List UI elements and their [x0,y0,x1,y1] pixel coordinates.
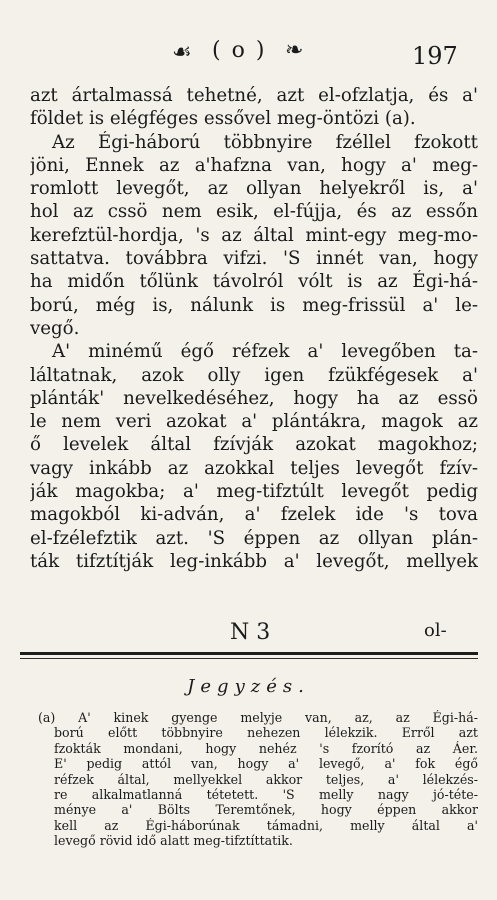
page-number: 197 [412,42,458,70]
body-line: azt ártalmassá tehetné, azt el-ofzlatja, és a' [30,85,478,106]
ornament-left-icon: ☙ [172,40,192,65]
body-line: földet is elégféges essővel meg-öntözi (a). [30,108,416,130]
page-header [0,36,497,70]
note-line: réfzek által, mellyekkel akkor teljes, a' lélekzés- [54,771,478,787]
body-line: Az Égi-háború többnyire fzéllel fzokott [52,131,478,153]
signature-mark: N 3 [230,620,271,645]
divider-rule-thin [20,658,478,659]
note-line: (a) A' kinek gyenge melyje van, az, az Égi-há- [38,710,478,725]
ornament-right-icon: ❧ [285,38,304,63]
catchword: ol- [424,620,447,641]
ornament-center: ( o ) [212,38,267,63]
body-line: ő levelek által fzívják azokat magokhoz; [30,434,478,456]
note-line: ménye a' Bölts Teremtőnek, hogy éppen akkor [54,802,478,818]
body-text [30,84,478,573]
note-line: E' pedig attól van, hogy a' levegő, a' fok égő [54,756,478,772]
body-line: ború, még is, nálunk is meg-frissül a' le- [30,294,478,316]
body-line: ha midőn tőlünk távolról vólt is az Égi-há- [30,271,478,293]
body-line: kerefztül-hordja, 's az által mint-egy meg-mo- [30,224,478,246]
body-line: jöni, Ennek az a'hafzna van, hogy a' meg- [30,154,478,176]
body-line: el-fzélefztik azt. 'S éppen az ollyan plán- [30,527,478,549]
body-line: vagy inkább az azokkal teljes levegőt fzív- [30,457,478,479]
body-line: le nem veri azokat a' plántákra, magok az [30,411,478,433]
body-line: láltatnak, azok olly igen fzükfégesek a' [30,364,478,386]
body-line: sattatva. továbbra vifzi. 'S innét van, hogy [30,248,478,270]
note-line: fzokták mondani, hogy nehéz 's fzorító az Áer. [54,740,478,756]
body-line: ják magokba; a' meg-tifztúlt levegőt pedig [30,481,478,503]
notes-title: Jegyzés. [187,676,310,697]
body-line: romlott levegőt, az ollyan helyekről is, a' [30,178,478,200]
note-line: kell az Égi-háborúnak támadni, melly által a' [54,817,478,833]
note-line: ború előtt többnyire nehezen lélekzik. Erről azt [54,725,478,741]
footnotes [38,710,478,849]
body-line: ták tifztítják leg-inkább a' levegőt, mellyek [30,550,478,572]
body-line: plánták' nevelkedéséhez, hogy ha az essö [30,387,478,409]
body-line: hol az cssö nem esik, el-fújja, és az essőn [30,201,478,223]
divider-rule [20,652,478,655]
body-line: A' minémű égő réfzek a' levegőben ta- [52,341,478,363]
note-line: levegő rövid idő alatt meg-tifztíttatik. [54,833,293,849]
body-line: vegő. [30,317,80,339]
note-line: re alkalmatlanná tétetett. 'S melly nagy jó-téte- [54,786,478,802]
body-line: magokból ki-adván, a' fzelek ide 's tova [30,504,478,526]
